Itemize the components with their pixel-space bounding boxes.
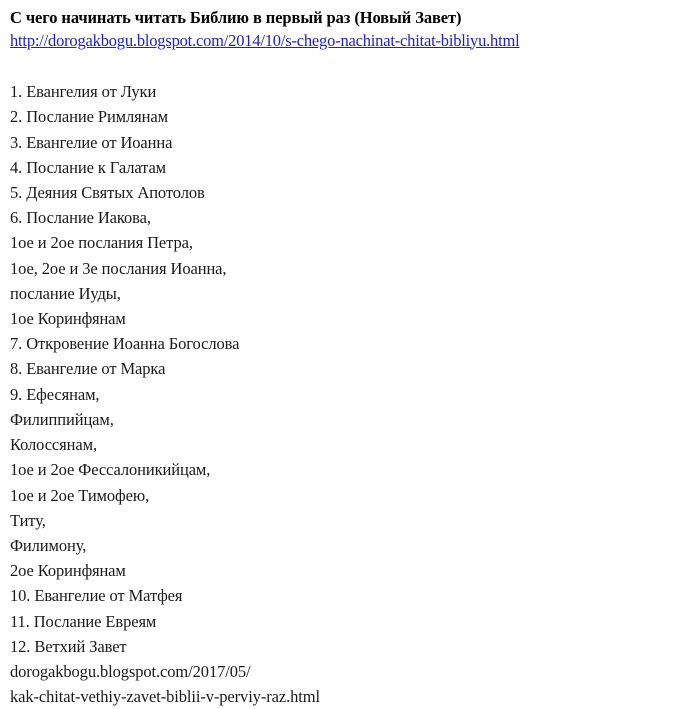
list-item: 1ое и 2ое послания Петра, <box>10 233 193 253</box>
list-item: 10. Евангелие от Матфея <box>10 586 183 606</box>
title-list-spacer <box>10 51 683 79</box>
source-link[interactable]: http://dorogakbogu.blogspot.com/2014/10/s-chego-nachinat-chitat-bibliyu.html <box>10 30 520 50</box>
footer-url-line-2: kak-chitat-vethiy-zavet-biblii-v-perviy-raz.html <box>10 687 320 707</box>
list-item: Титу, <box>10 510 46 530</box>
list-item: 2ое Коринфянам <box>10 561 126 581</box>
list-item: 1. Евангелия от Луки <box>10 82 157 102</box>
list-item: 3. Евангелие от Иоанна <box>10 132 173 152</box>
list-item: 1ое и 2ое Тимофею, <box>10 485 150 505</box>
list-item: 9. Ефесянам, <box>10 384 100 404</box>
list-item: 4. Послание к Галатам <box>10 157 167 177</box>
list-item: 8. Евангелие от Марка <box>10 359 166 379</box>
list-item: 5. Деяния Святых Апотолов <box>10 183 205 203</box>
list-item: 1ое, 2ое и 3е послания Иоанна, <box>10 258 227 278</box>
list-item: Филимону, <box>10 535 87 555</box>
page-title: С чего начинать читать Библию в первый раз (Новый Завет) <box>10 8 462 27</box>
reading-order-list <box>10 79 683 659</box>
list-item: послание Иуды, <box>10 283 121 303</box>
list-item: Колоссянам, <box>10 435 97 455</box>
source-link-row <box>10 31 683 52</box>
list-item: 6. Послание Иакова, <box>10 208 151 228</box>
list-item: 7. Откровение Иоанна Богослова <box>10 334 240 354</box>
list-item: 1ое и 2ое Фессалоникийцам, <box>10 460 211 480</box>
list-item: 2. Послание Римлянам <box>10 107 168 127</box>
list-item: 1ое Коринфянам <box>10 309 126 329</box>
footer-url-line-1: dorogakbogu.blogspot.com/2017/05/ <box>10 661 251 681</box>
list-item: Филиппийцам, <box>10 409 114 429</box>
list-item: 12. Ветхий Завет <box>10 636 127 656</box>
list-item: 11. Послание Евреям <box>10 611 157 631</box>
